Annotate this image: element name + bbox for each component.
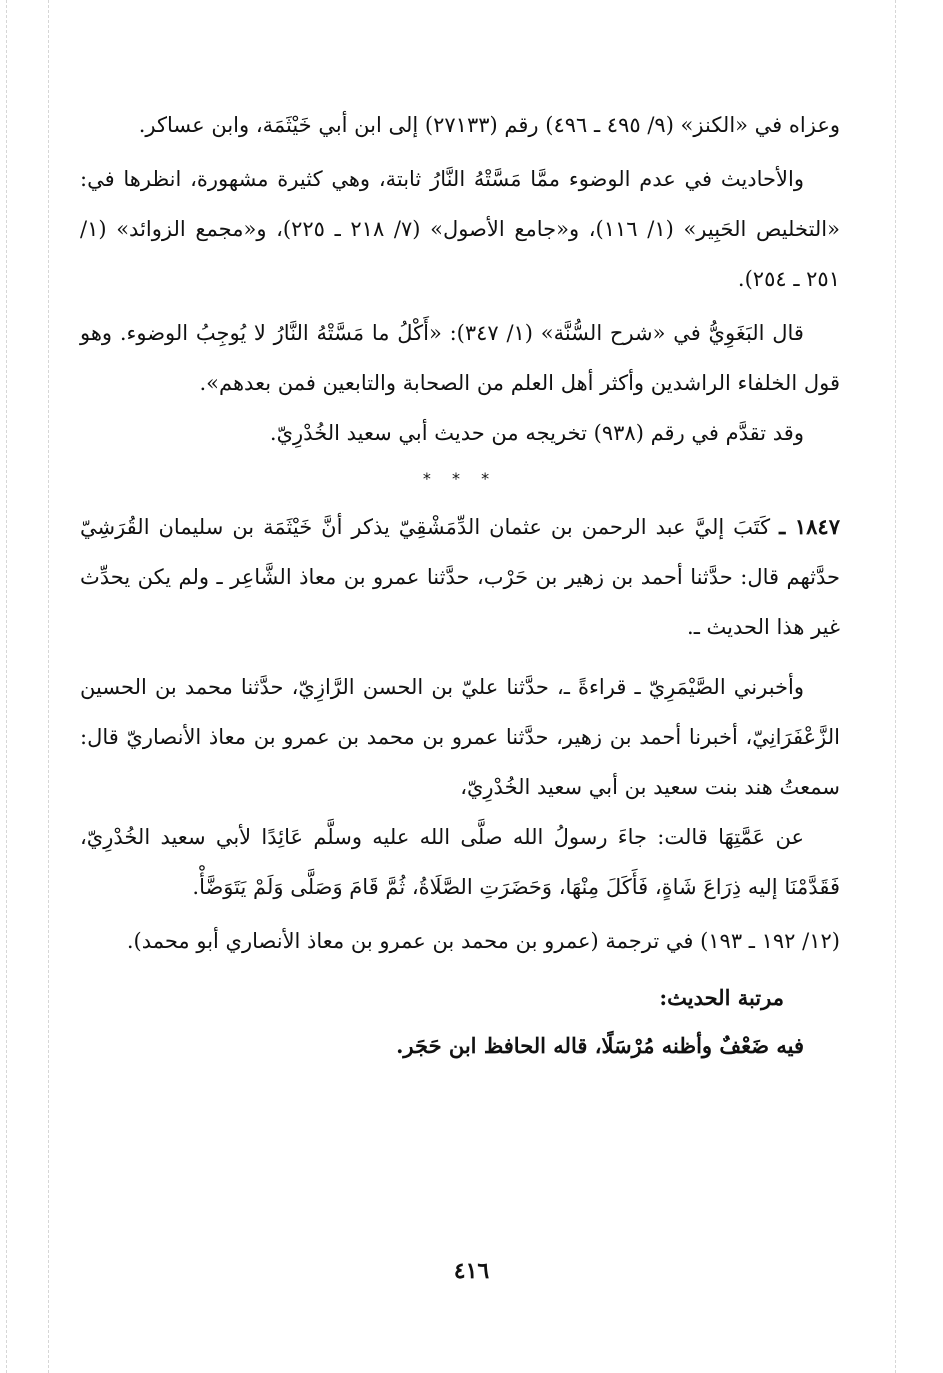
scan-guide-line (6, 0, 7, 1373)
paragraph-cross-reference: وقد تقدَّم في رقم (٩٣٨) تخريجه من حديث أبي سعيد الخُدْرِيّ. (269, 421, 804, 445)
grade-text: فيه ضَعْفٌ وأظنه مُرْسَلًا، قاله الحافظ ابن حَجَر. (396, 1033, 804, 1058)
hadith-source: (١٢/ ١٩٢ ـ ١٩٣) في ترجمة (عمرو بن محمد بن عمرو بن معاذ الأنصاري أبو محمد). (126, 929, 840, 953)
page-body (80, 100, 840, 1070)
paragraph-baghawi-quote: قال البَغَوِيُّ في «شرح السُّنَّة» (١/ ٣٤٧): «أَكْلُ ما مَسَّتْهُ النَّارُ لا يُوجِبُ الوضوء. وهو قول الخلفاء الراشدين وأكثر أهل العلم من الصحابة والتابعين فمن بعدهم». (80, 321, 840, 395)
paragraph-ahadith-wudu: والأحاديث في عدم الوضوء ممَّا مَسَّتْهُ النَّارُ ثابتة، وهي كثيرة مشهورة، انظرها في: «التخليص الحَبِير» (١/ ١١٦)، و«جامع الأصول» (٧/ ٢١٨ ـ ٢٢٥)، و«مجمع الزوائد» (١/ ٢٥١ ـ ٢٥٤). (80, 167, 840, 291)
hadith-matn: عن عَمَّتِهَا قالت: جاءَ رسولُ الله صلَّى الله عليه وسلَّم عَائِدًا لأبي سعيد الخُدْرِيّ، فَقَدَّمْنَا إليه ذِرَاعَ شَاةٍ، فَأَكَلَ مِنْهَا، وَحَضَرَتِ الصَّلَاةُ، ثُمَّ قَامَ وَصَلَّى وَلَمْ يَتَوَضَّأْ. (80, 825, 840, 899)
scan-guide-line (895, 0, 896, 1373)
hadith-number: ١٨٤٧ ـ (779, 514, 840, 539)
paragraph-kanz-reference: وعزاه في «الكنز» (٩/ ٤٩٥ ـ ٤٩٦) رقم (٢٧١٣٣) إلى ابن أبي خَيْثَمَة، وابن عساكر. (138, 113, 840, 137)
page-number: ٤١٦ (453, 1258, 490, 1284)
section-separator: * * * (422, 469, 498, 488)
hadith-chain-2: وأخبرني الصَّيْمَرِيّ ـ قراءةً ـ، حدَّثنا عليّ بن الحسن الرَّازِيّ، حدَّثنا محمد بن الحسين الزَّعْفَرَانِيّ، أخبرنا أحمد بن زهير، حدَّثنا عمرو بن محمد بن عمرو بن معاذ الأنصاريّ قال: سمعتُ هند بنت سعيد بن أبي سعيد الخُدْرِيّ، (80, 675, 840, 799)
scan-guide-line (48, 0, 49, 1373)
hadith-chain-text: كَتَبَ إليَّ عبد الرحمن بن عثمان الدِّمَشْقِيّ يذكر أنَّ خَيْثَمَة بن سليمان القُرَشِيّ حدَّثهم قال: حدَّثنا أحمد بن زهير بن حَرْب، حدَّثنا عمرو بن معاذ الشَّاعِر ـ ولم يكن يحدِّث غير هذا الحديث ـ. (80, 515, 840, 639)
hadith-chain-1 (80, 502, 840, 652)
grade-heading: مرتبة الحديث: (659, 985, 784, 1010)
